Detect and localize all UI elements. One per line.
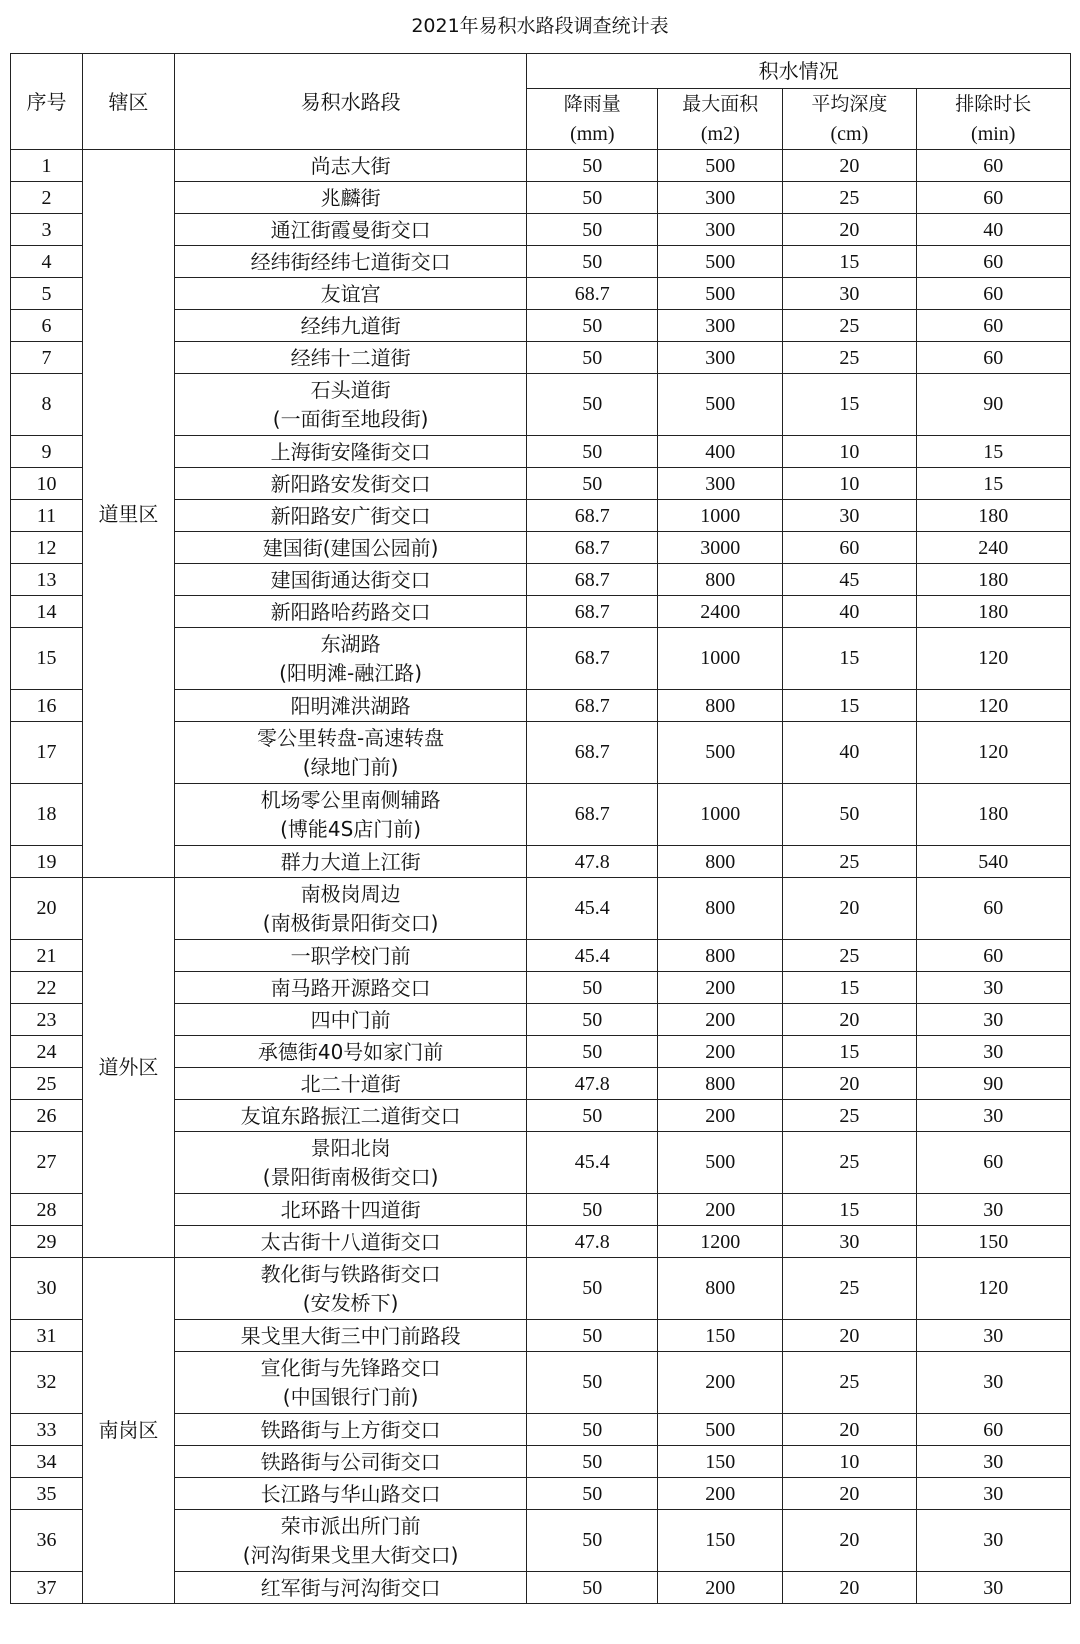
road-detail: (安发桥下) <box>302 1290 399 1315</box>
cell-road <box>174 214 526 246</box>
cell-avg-depth: 20 <box>783 1478 916 1510</box>
cell-seq: 28 <box>11 1194 83 1226</box>
cell-drain-time: 120 <box>916 722 1071 784</box>
road-name: 兆麟街 <box>320 185 381 210</box>
cell-drain-time: 40 <box>916 214 1071 246</box>
cell-rainfall: 50 <box>527 1510 658 1572</box>
cell-seq: 3 <box>11 214 83 246</box>
cell-max-area: 1200 <box>658 1226 783 1258</box>
road-name: 新阳路哈药路交口 <box>270 599 431 624</box>
cell-road <box>174 1100 526 1132</box>
cell-road <box>174 1446 526 1478</box>
cell-drain-time: 120 <box>916 1258 1071 1320</box>
road-detail: (河沟街果戈里大街交口) <box>242 1542 459 1567</box>
cell-avg-depth: 25 <box>783 342 916 374</box>
cell-max-area: 150 <box>658 1446 783 1478</box>
cell-rainfall: 47.8 <box>527 846 658 878</box>
cell-drain-time: 30 <box>916 1036 1071 1068</box>
cell-drain-time: 30 <box>916 1478 1071 1510</box>
cell-max-area: 500 <box>658 1132 783 1194</box>
cell-rainfall: 68.7 <box>527 596 658 628</box>
table-row <box>11 1258 1071 1320</box>
cell-avg-depth: 45 <box>783 564 916 596</box>
cell-rainfall: 50 <box>527 468 658 500</box>
cell-road <box>174 374 526 436</box>
cell-drain-time: 90 <box>916 1068 1071 1100</box>
cell-avg-depth: 20 <box>783 1510 916 1572</box>
road-name: 果戈里大街三中门前路段 <box>240 1323 461 1348</box>
cell-avg-depth: 10 <box>783 468 916 500</box>
cell-road <box>174 150 526 182</box>
cell-max-area: 3000 <box>658 532 783 564</box>
cell-max-area: 300 <box>658 468 783 500</box>
cell-drain-time: 30 <box>916 1510 1071 1572</box>
cell-seq: 25 <box>11 1068 83 1100</box>
cell-max-area: 800 <box>658 1258 783 1320</box>
cell-avg-depth: 30 <box>783 1226 916 1258</box>
cell-seq: 6 <box>11 310 83 342</box>
cell-max-area: 200 <box>658 1100 783 1132</box>
cell-district: 道外区 <box>82 878 174 1258</box>
cell-road <box>174 1194 526 1226</box>
cell-drain-time: 240 <box>916 532 1071 564</box>
cell-avg-depth: 20 <box>783 1414 916 1446</box>
road-name: 上海街安隆街交口 <box>270 439 431 464</box>
cell-drain-time: 60 <box>916 246 1071 278</box>
cell-max-area: 200 <box>658 972 783 1004</box>
cell-drain-time: 60 <box>916 310 1071 342</box>
cell-rainfall: 50 <box>527 1446 658 1478</box>
cell-road <box>174 972 526 1004</box>
cell-max-area: 800 <box>658 1068 783 1100</box>
cell-max-area: 500 <box>658 150 783 182</box>
road-name: 友谊东路振江二道街交口 <box>240 1103 461 1128</box>
road-name: 建国街(建国公园前) <box>262 535 439 560</box>
cell-drain-time: 15 <box>916 468 1071 500</box>
cell-drain-time: 30 <box>916 1572 1071 1604</box>
cell-seq: 20 <box>11 878 83 940</box>
cell-avg-depth: 15 <box>783 246 916 278</box>
cell-max-area: 1000 <box>658 784 783 846</box>
cell-drain-time: 90 <box>916 374 1071 436</box>
cell-avg-depth: 15 <box>783 374 916 436</box>
road-detail: (博能4S店门前) <box>280 816 422 841</box>
road-name: 东湖路 <box>320 631 381 656</box>
road-name: 阳明滩洪湖路 <box>290 693 411 718</box>
cell-max-area: 300 <box>658 182 783 214</box>
cell-rainfall: 50 <box>527 374 658 436</box>
road-name: 建国街通达街交口 <box>270 567 431 592</box>
table-body <box>11 150 1071 1604</box>
cell-seq: 13 <box>11 564 83 596</box>
cell-avg-depth: 30 <box>783 500 916 532</box>
cell-max-area: 800 <box>658 878 783 940</box>
cell-seq: 37 <box>11 1572 83 1604</box>
cell-seq: 34 <box>11 1446 83 1478</box>
cell-drain-time: 30 <box>916 1100 1071 1132</box>
road-name: 通江街霞曼街交口 <box>270 217 431 242</box>
road-name: 荣市派出所门前 <box>280 1513 421 1538</box>
cell-avg-depth: 15 <box>783 1036 916 1068</box>
cell-seq: 1 <box>11 150 83 182</box>
cell-max-area: 500 <box>658 1414 783 1446</box>
header-water-situation: 积水情况 <box>527 54 1071 89</box>
cell-drain-time: 60 <box>916 278 1071 310</box>
road-name: 铁路街与上方街交口 <box>260 1417 441 1442</box>
road-name: 新阳路安发街交口 <box>270 471 431 496</box>
cell-rainfall: 45.4 <box>527 940 658 972</box>
cell-district: 道里区 <box>82 150 174 878</box>
cell-max-area: 300 <box>658 214 783 246</box>
cell-rainfall: 45.4 <box>527 1132 658 1194</box>
cell-road <box>174 532 526 564</box>
cell-avg-depth: 20 <box>783 1068 916 1100</box>
cell-max-area: 200 <box>658 1352 783 1414</box>
cell-max-area: 200 <box>658 1194 783 1226</box>
cell-seq: 15 <box>11 628 83 690</box>
cell-seq: 16 <box>11 690 83 722</box>
cell-road <box>174 1478 526 1510</box>
cell-avg-depth: 50 <box>783 784 916 846</box>
cell-avg-depth: 25 <box>783 1352 916 1414</box>
cell-drain-time: 60 <box>916 940 1071 972</box>
cell-road <box>174 1320 526 1352</box>
cell-rainfall: 68.7 <box>527 500 658 532</box>
road-name: 南极岗周边 <box>300 881 401 906</box>
cell-road <box>174 628 526 690</box>
cell-drain-time: 180 <box>916 784 1071 846</box>
cell-avg-depth: 15 <box>783 1194 916 1226</box>
header-road: 易积水路段 <box>174 54 526 150</box>
cell-road <box>174 1036 526 1068</box>
cell-avg-depth: 40 <box>783 722 916 784</box>
cell-seq: 8 <box>11 374 83 436</box>
cell-drain-time: 180 <box>916 596 1071 628</box>
cell-seq: 10 <box>11 468 83 500</box>
cell-avg-depth: 25 <box>783 940 916 972</box>
header-drain-time: 排除时长 (min) <box>916 89 1071 150</box>
page-title: 2021年易积水路段调查统计表 <box>411 15 669 37</box>
table-row <box>11 878 1071 940</box>
cell-rainfall: 50 <box>527 246 658 278</box>
cell-road <box>174 878 526 940</box>
road-name: 宣化街与先锋路交口 <box>260 1355 441 1380</box>
cell-rainfall: 68.7 <box>527 532 658 564</box>
cell-rainfall: 50 <box>527 972 658 1004</box>
cell-max-area: 500 <box>658 374 783 436</box>
cell-max-area: 500 <box>658 278 783 310</box>
cell-rainfall: 68.7 <box>527 690 658 722</box>
cell-rainfall: 68.7 <box>527 628 658 690</box>
cell-rainfall: 47.8 <box>527 1068 658 1100</box>
cell-seq: 32 <box>11 1352 83 1414</box>
cell-seq: 19 <box>11 846 83 878</box>
road-name: 机场零公里南侧辅路 <box>260 787 441 812</box>
cell-avg-depth: 25 <box>783 1132 916 1194</box>
cell-district: 南岗区 <box>82 1258 174 1604</box>
road-name: 红军街与河沟街交口 <box>260 1575 441 1600</box>
cell-max-area: 200 <box>658 1478 783 1510</box>
cell-seq: 33 <box>11 1414 83 1446</box>
cell-seq: 27 <box>11 1132 83 1194</box>
road-name: 新阳路安广街交口 <box>270 503 431 528</box>
road-detail: (绿地门前) <box>302 754 399 779</box>
cell-avg-depth: 30 <box>783 278 916 310</box>
cell-road <box>174 1226 526 1258</box>
cell-seq: 7 <box>11 342 83 374</box>
cell-drain-time: 60 <box>916 1132 1071 1194</box>
road-name: 承德街40号如家门前 <box>257 1039 444 1064</box>
cell-drain-time: 30 <box>916 1352 1071 1414</box>
cell-drain-time: 540 <box>916 846 1071 878</box>
cell-road <box>174 1510 526 1572</box>
cell-avg-depth: 60 <box>783 532 916 564</box>
cell-max-area: 300 <box>658 342 783 374</box>
cell-seq: 22 <box>11 972 83 1004</box>
road-detail: (一面街至地段街) <box>272 406 429 431</box>
header-avg-depth: 平均深度 (cm) <box>783 89 916 150</box>
cell-max-area: 150 <box>658 1510 783 1572</box>
cell-avg-depth: 40 <box>783 596 916 628</box>
cell-road <box>174 1572 526 1604</box>
cell-seq: 35 <box>11 1478 83 1510</box>
cell-rainfall: 68.7 <box>527 278 658 310</box>
cell-road <box>174 436 526 468</box>
cell-seq: 2 <box>11 182 83 214</box>
road-detail: (南极街景阳街交口) <box>262 910 439 935</box>
road-name: 南马路开源路交口 <box>270 975 431 1000</box>
cell-drain-time: 15 <box>916 436 1071 468</box>
cell-road <box>174 246 526 278</box>
cell-road <box>174 784 526 846</box>
header-rainfall: 降雨量 (mm) <box>527 89 658 150</box>
cell-avg-depth: 25 <box>783 310 916 342</box>
cell-avg-depth: 25 <box>783 182 916 214</box>
cell-seq: 12 <box>11 532 83 564</box>
cell-drain-time: 60 <box>916 1414 1071 1446</box>
road-name: 北环路十四道街 <box>280 1197 421 1222</box>
cell-drain-time: 60 <box>916 342 1071 374</box>
cell-road <box>174 342 526 374</box>
road-name: 铁路街与公司街交口 <box>260 1449 441 1474</box>
cell-rainfall: 50 <box>527 310 658 342</box>
cell-seq: 14 <box>11 596 83 628</box>
cell-rainfall: 47.8 <box>527 1226 658 1258</box>
header-seq: 序号 <box>11 54 83 150</box>
cell-seq: 24 <box>11 1036 83 1068</box>
road-name: 友谊宫 <box>320 281 381 306</box>
cell-rainfall: 50 <box>527 1004 658 1036</box>
cell-avg-depth: 10 <box>783 1446 916 1478</box>
flood-survey-table <box>10 53 1071 1604</box>
road-name: 尚志大街 <box>310 153 391 178</box>
cell-drain-time: 30 <box>916 1004 1071 1036</box>
header-max-area: 最大面积 (m2) <box>658 89 783 150</box>
cell-rainfall: 45.4 <box>527 878 658 940</box>
cell-avg-depth: 20 <box>783 150 916 182</box>
cell-avg-depth: 20 <box>783 878 916 940</box>
cell-max-area: 300 <box>658 310 783 342</box>
cell-rainfall: 50 <box>527 1194 658 1226</box>
cell-rainfall: 50 <box>527 182 658 214</box>
cell-drain-time: 30 <box>916 1194 1071 1226</box>
cell-road <box>174 1258 526 1320</box>
cell-drain-time: 180 <box>916 564 1071 596</box>
road-name: 北二十道街 <box>300 1071 401 1096</box>
cell-rainfall: 68.7 <box>527 722 658 784</box>
cell-max-area: 150 <box>658 1320 783 1352</box>
cell-max-area: 400 <box>658 436 783 468</box>
cell-road <box>174 1414 526 1446</box>
cell-road <box>174 1352 526 1414</box>
cell-road <box>174 500 526 532</box>
road-name: 长江路与华山路交口 <box>260 1481 441 1506</box>
cell-max-area: 800 <box>658 846 783 878</box>
cell-rainfall: 50 <box>527 1036 658 1068</box>
cell-max-area: 800 <box>658 690 783 722</box>
cell-seq: 9 <box>11 436 83 468</box>
cell-max-area: 1000 <box>658 500 783 532</box>
cell-rainfall: 68.7 <box>527 784 658 846</box>
cell-road <box>174 468 526 500</box>
cell-road <box>174 182 526 214</box>
cell-max-area: 200 <box>658 1036 783 1068</box>
cell-drain-time: 30 <box>916 972 1071 1004</box>
road-name: 一职学校门前 <box>290 943 411 968</box>
cell-max-area: 1000 <box>658 628 783 690</box>
cell-max-area: 200 <box>658 1572 783 1604</box>
cell-seq: 11 <box>11 500 83 532</box>
cell-avg-depth: 20 <box>783 214 916 246</box>
cell-drain-time: 30 <box>916 1446 1071 1478</box>
cell-rainfall: 50 <box>527 150 658 182</box>
cell-rainfall: 50 <box>527 214 658 246</box>
cell-rainfall: 50 <box>527 1414 658 1446</box>
cell-seq: 21 <box>11 940 83 972</box>
cell-drain-time: 180 <box>916 500 1071 532</box>
cell-drain-time: 60 <box>916 878 1071 940</box>
road-name: 零公里转盘-高速转盘 <box>256 725 445 750</box>
cell-seq: 18 <box>11 784 83 846</box>
cell-drain-time: 120 <box>916 690 1071 722</box>
road-detail: (阳明滩-融江路) <box>279 660 422 685</box>
cell-avg-depth: 15 <box>783 972 916 1004</box>
cell-seq: 30 <box>11 1258 83 1320</box>
road-name: 四中门前 <box>310 1007 391 1032</box>
cell-max-area: 500 <box>658 246 783 278</box>
cell-rainfall: 68.7 <box>527 564 658 596</box>
cell-road <box>174 278 526 310</box>
cell-road <box>174 1132 526 1194</box>
table-row <box>11 150 1071 182</box>
cell-avg-depth: 15 <box>783 628 916 690</box>
road-name: 太古街十八道街交口 <box>260 1229 441 1254</box>
cell-seq: 26 <box>11 1100 83 1132</box>
cell-seq: 36 <box>11 1510 83 1572</box>
cell-drain-time: 150 <box>916 1226 1071 1258</box>
cell-max-area: 800 <box>658 940 783 972</box>
cell-road <box>174 940 526 972</box>
cell-seq: 4 <box>11 246 83 278</box>
cell-seq: 5 <box>11 278 83 310</box>
cell-road <box>174 564 526 596</box>
cell-rainfall: 50 <box>527 1478 658 1510</box>
cell-rainfall: 50 <box>527 436 658 468</box>
road-name: 经纬十二道街 <box>290 345 411 370</box>
road-detail: (景阳街南极街交口) <box>262 1164 439 1189</box>
cell-drain-time: 60 <box>916 150 1071 182</box>
cell-rainfall: 50 <box>527 1258 658 1320</box>
cell-avg-depth: 20 <box>783 1572 916 1604</box>
cell-seq: 17 <box>11 722 83 784</box>
cell-max-area: 800 <box>658 564 783 596</box>
cell-max-area: 2400 <box>658 596 783 628</box>
cell-rainfall: 50 <box>527 1100 658 1132</box>
road-name: 经纬九道街 <box>300 313 401 338</box>
cell-rainfall: 50 <box>527 1352 658 1414</box>
cell-seq: 23 <box>11 1004 83 1036</box>
cell-max-area: 200 <box>658 1004 783 1036</box>
cell-road <box>174 846 526 878</box>
cell-road <box>174 1004 526 1036</box>
road-name: 景阳北岗 <box>310 1135 391 1160</box>
cell-avg-depth: 20 <box>783 1320 916 1352</box>
road-name: 石头道街 <box>310 377 391 402</box>
cell-road <box>174 310 526 342</box>
cell-road <box>174 722 526 784</box>
cell-rainfall: 50 <box>527 1572 658 1604</box>
road-detail: (中国银行门前) <box>282 1384 419 1409</box>
cell-road <box>174 1068 526 1100</box>
cell-avg-depth: 10 <box>783 436 916 468</box>
cell-avg-depth: 25 <box>783 1100 916 1132</box>
header-district: 辖区 <box>82 54 174 150</box>
cell-seq: 31 <box>11 1320 83 1352</box>
cell-drain-time: 120 <box>916 628 1071 690</box>
cell-max-area: 500 <box>658 722 783 784</box>
cell-rainfall: 50 <box>527 1320 658 1352</box>
cell-road <box>174 596 526 628</box>
cell-drain-time: 60 <box>916 182 1071 214</box>
cell-avg-depth: 15 <box>783 690 916 722</box>
cell-avg-depth: 20 <box>783 1004 916 1036</box>
road-name: 经纬街经纬七道街交口 <box>250 249 451 274</box>
cell-drain-time: 30 <box>916 1320 1071 1352</box>
road-name: 教化街与铁路街交口 <box>260 1261 441 1286</box>
cell-road <box>174 690 526 722</box>
cell-rainfall: 50 <box>527 342 658 374</box>
road-name: 群力大道上江街 <box>280 849 421 874</box>
cell-avg-depth: 25 <box>783 1258 916 1320</box>
cell-avg-depth: 25 <box>783 846 916 878</box>
cell-seq: 29 <box>11 1226 83 1258</box>
